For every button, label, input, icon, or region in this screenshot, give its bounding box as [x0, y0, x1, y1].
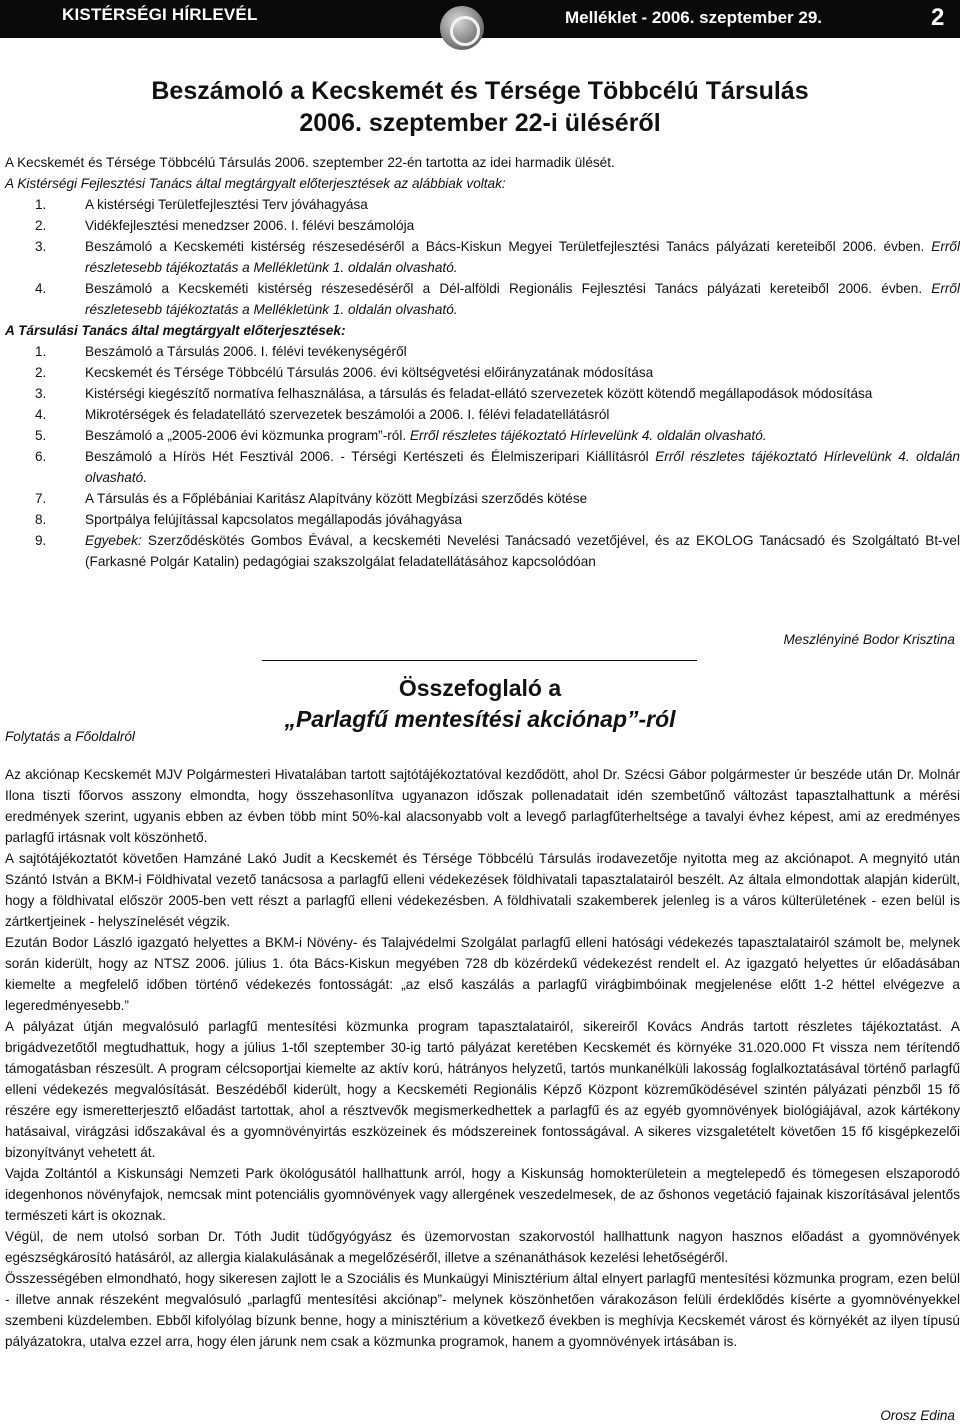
item-number: 3.	[35, 386, 47, 401]
item-text: Mikrotérségek és feladatellátó szervezetek beszámolói a 2006. I. félévi feladatellátásról	[85, 407, 610, 422]
list-item	[5, 236, 960, 278]
item-number: 3.	[35, 239, 47, 254]
item-text: Sportpálya felújítással kapcsolatos megállapodás jóváhagyása	[85, 512, 463, 527]
item-text: A kistérségi Területfejlesztési Terv jóváhagyása	[85, 197, 368, 212]
list-item	[5, 362, 960, 383]
summary-paragraph: Ezután Bodor László igazgató helyettes a BKM-i Növény- és Talajvédelmi Szolgálat parlagfű elleni hatósági védekezés tapasztalatairól számolt be, melynek során kiderült, hogy az NTSZ 2006. július 1. óta Bács-Kiskun megyében 728 db közérdekű védekezést rendelt el. Az igazgató helyettes úr előadásában kiemelte a megfelelő időben történő védekezés fontosságát: „az első kaszálás a parlagfű virágbimbóinak megjelenése előtt 1-2 héttel elvégezve a legeredményesebb.”	[5, 935, 960, 1013]
supplement-date: Melléklet - 2006. szeptember 29.	[565, 8, 823, 27]
item-number: 1.	[35, 197, 47, 212]
list-item	[5, 194, 960, 215]
list-item	[5, 383, 960, 404]
item-note: Erről részletesebb tájékoztatás a Mellékletünk 1. oldalán olvasható.	[85, 239, 960, 275]
page-title: Beszámoló a Kecskemét és Térsége Többcélú Társulás	[151, 77, 809, 105]
meeting-report	[5, 152, 960, 572]
item-number: 7.	[35, 491, 47, 506]
item-text: Vidékfejlesztési menedzser 2006. I. félévi beszámolója	[85, 218, 415, 233]
summary-paragraph: Összességében elmondható, hogy sikeresen zajlott le a Szociális és Munkaügyi Minisztérium által elnyert parlagfű mentesítési közmunka program, ezen belül - illetve annak részeként megvalósuló „parlagfű mentesítési akciónap”- melynek köszönhetően várakozáson felüli érdeklődés kísérte a gyomnövényekkel szembeni küzdelemben. Ebből kifolyólag bízunk benne, hogy a minisztérium a következő években is meghívja Kecskemét várost és környékét az ilyen típusú pályázatokra, utalva ezzel arra, hogy élen járunk nem csak a közmunka programok, hanem a gyomnövények irtásában is.	[5, 1271, 960, 1349]
list-item	[5, 509, 960, 530]
item-number: 1.	[35, 344, 47, 359]
item-text: Beszámoló a Hírös Hét Fesztivál 2006. - Térségi Kertészeti és Élelmiszeripari Kiállításról	[85, 449, 649, 464]
summary-subtitle: „Parlagfű mentesítési akciónap”-ról	[284, 706, 676, 732]
list-item	[5, 530, 960, 572]
page-number: 2	[931, 4, 945, 31]
item-number: 4.	[35, 281, 47, 296]
item-text: Szerződéskötés Gombos Évával, a kecskeméti Nevelési Tanácsadó vezetőjével, és az EKOLOG Tanácsadó és Szolgáltató Bt-vel (Farkasné Polgár Katalin) pedagógiai szakszolgálat feladatellátásához kapcsolódóan	[85, 533, 960, 569]
list-item	[5, 404, 960, 425]
section1-heading: A Kistérségi Fejlesztési Tanács által megtárgyalt előterjesztések az alábbiak voltak:	[5, 176, 506, 191]
section2-heading: A Társulási Tanács által megtárgyalt előterjesztések:	[5, 323, 346, 338]
list-item	[5, 215, 960, 236]
item-note: Erről részletes tájékoztató Hírlevelünk 4. oldalán olvasható.	[85, 449, 960, 485]
item-number: 8.	[35, 512, 47, 527]
item-text: Kistérségi kiegészítő normatíva felhasználása, a társulás és feladat-ellátó szervezetek között kötendő megállapodások módosítása	[85, 386, 873, 401]
signature-author2: Orosz Edina	[880, 1408, 955, 1423]
summary-paragraph: Az akciónap Kecskemét MJV Polgármesteri Hivatalában tartott sajtótájékoztatóval kezdődött, ahol Dr. Szécsi Gábor polgármester úr beszéde után Dr. Molnár Ilona tiszti főorvos asszony elmondta, hogy összehasonlítva ugyanazon időszak pollenadatait idén szembetűnő változást tapasztalhattunk a mérési eredmények szerint, ugyanis ebben az évben több mint 50%-kal alacsonyabb volt a levegő parlagfűterheltsége a tavalyi évhez képest, ami az eredményes parlagfű irtásnak volt köszönhető.	[5, 767, 960, 845]
summary-paragraph: Vajda Zoltántól a Kiskunsági Nemzeti Park ökológusától hallhattunk arról, hogy a Kiskunság homokterületein a megtelepedő és tömegesen elszaporodó idegenhonos növényfajok, nemcsak mint potenciális gyomnövények vagy allergének veszedelmesek, de az őshonos vegetáció fajainak kiszorításával jelentős természeti kárt is okoznak.	[5, 1166, 960, 1223]
item-text: A Társulás és a Főplébániai Karitász Alapítvány között Megbízási szerződés kötése	[85, 491, 588, 506]
section1-list	[5, 194, 960, 320]
item-number: 9.	[35, 533, 47, 548]
continuation-note: Folytatás a Főoldalról	[5, 729, 135, 744]
signature-author1: Meszlényiné Bodor Krisztina	[783, 632, 955, 647]
item-note: Erről részletesebb tájékoztatás a Mellékletünk 1. oldalán olvasható.	[85, 281, 960, 317]
item-text: Beszámoló a „2005-2006 évi közmunka program”-ról.	[85, 428, 407, 443]
item-number: 6.	[35, 449, 47, 464]
page-subtitle: 2006. szeptember 22-i üléséről	[299, 109, 661, 137]
item-text: Beszámoló a Kecskeméti kistérség részesedéséről a Dél-alföldi Regionális Fejlesztési Tanács pályázati kereteiből 2006. évben.	[85, 281, 923, 296]
item-text: Beszámoló a Kecskeméti kistérség részesedéséről a Bács-Kiskun Megyei Területfejlesztési Tanács pályázati kereteiből 2006. évben.	[85, 239, 925, 254]
summary-paragraph: A sajtótájékoztatót követően Hamzáné Lakó Judit a Kecskemét és Térsége Többcélú Társulás irodavezetője nyitotta meg az akciónapot. A megnyitó után Szántó István a BKM-i Földhivatal vezető tanácsosa a parlagfű elleni védekezések földhivatali tapasztalatairól beszélt. Az általa elmondottak alapján kiderült, hogy a földhivatal először 2005-ben vett részt a parlagfű elleni védekezésben. A földhivatali szakemberek jelenleg is a város külterületének - ezen belül is zártkertjeinek - helyszínelését végzik.	[5, 851, 960, 929]
newsletter-title: KISTÉRSÉGI HÍRLEVÉL	[62, 5, 258, 24]
list-item	[5, 446, 960, 488]
summary-paragraph: A pályázat útján megvalósuló parlagfű mentesítési közmunka program tapasztalatairól, sikereiről Kovács András tartott részletes tájékoztatást. A brigádvezetőtől megtudhattuk, hogy a július 1-től szeptember 30-ig tartó pályázat keretében Kecskemét és környéke 31.020.000 Ft vissza nem térítendő támogatásban részesült. A program célcsoportjai kiemelte az aktív korú, hátrányos helyzetű, tartós munkanélküli lakosság foglalkoztatásával történő parlagfű elleni védekezés megvalósítását. Beszédéből kiderült, hogy a Kecskeméti Regionális Képző Központ közreműködésével szintén pályázati pénzből 15 fő részére egy ismeretterjesztő előadást tartottak, ahol a résztvevők megismerkedhettek a parlagfű és az egyéb gyomnövények biológiájával, azok kártékony hatásaival, virágzási időszakával és a gyomnövényirtás eszközeinek és módszereinek fontosságával. A sikeres vizsgaletételt követően 15 fő kisgépkezelői bizonyítványt vehetett át.	[5, 1019, 960, 1160]
list-item	[5, 341, 960, 362]
summary-title: Összefoglaló a	[398, 675, 562, 701]
summary-paragraph: Végül, de nem utolsó sorban Dr. Tóth Judit tüdőgyógyász és üzemorvostan szakorvostól hallhattunk nagyon hasznos előadást a gyomnövények egészségkárosító hatásáról, az allergia kialakulásának a megelőzéséről, illetve a szénanáthások kezelési lehetőségéről.	[5, 1229, 960, 1265]
section2-list	[5, 341, 960, 572]
newsletter-logo-icon	[440, 6, 484, 50]
item-label: Egyebek:	[85, 533, 142, 548]
list-item	[5, 488, 960, 509]
item-note: Erről részletes tájékoztató Hírlevelünk 4. oldalán olvasható.	[409, 428, 767, 443]
intro-text: A Kecskemét és Térsége Többcélú Társulás 2006. szeptember 22-én tartotta az idei harmadik ülését.	[5, 155, 615, 170]
list-item	[5, 278, 960, 320]
summary-body	[5, 764, 960, 1352]
item-number: 2.	[35, 218, 47, 233]
divider-line	[262, 660, 697, 661]
item-number: 2.	[35, 365, 47, 380]
item-number: 5.	[35, 428, 47, 443]
item-text: Kecskemét és Térsége Többcélú Társulás 2006. évi költségvetési előirányzatának módosítása	[85, 365, 654, 380]
list-item	[5, 425, 960, 446]
item-text: Beszámoló a Társulás 2006. I. félévi tevékenységéről	[85, 344, 407, 359]
item-number: 4.	[35, 407, 47, 422]
